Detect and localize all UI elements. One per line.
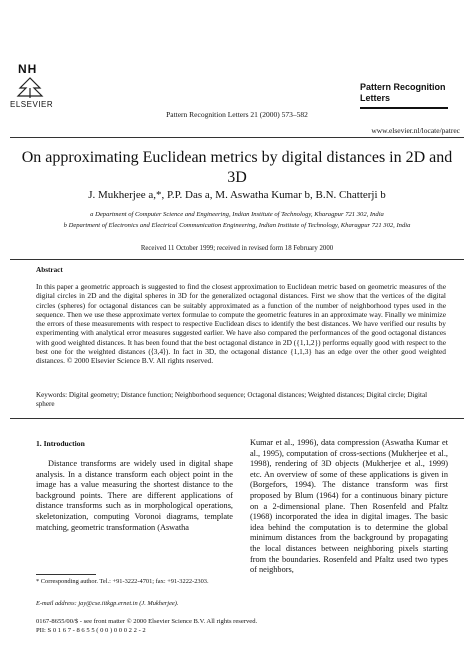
abstract-heading: Abstract xyxy=(36,266,63,274)
abstract-text: In this paper a geometric approach is suggested to find the closest approximation to Euclidean metric based on geometric measures of the digital circles in 2D and the digital spheres in 3D for the generalized octagonal distances. First we show that the vertices of the digital circles (spheres) for octagonal distances can be suitably approximated as a function of the number of neighborhood types used in the sequence. Then we use these approximate vertex formulae to compute the geometric features in an approximate way. Finally we minimize the errors of these measurements with respect to respective Euclidean discs to identify the best distances. We have verified our results by experimenting with analytical error measures suggested earlier. We have also compared the performances of the good octagonal distances with good weighted distances. It has been found that the best octagonal distance in 2D ({1,1,2}) performs equally good with respect to the best one for the weighted distances (⟨3,4⟩). In fact in 3D, the octagonal distance {1,1,3} has an edge over the other good weighted distances. © 2000 Elsevier Science B.V. All rights reserved. xyxy=(36,282,446,366)
affiliation-b: b Department of Electronics and Electrical Communication Engineering, Indian Institute of Technology, Kharagpur 721 302, India xyxy=(63,222,411,229)
keywords: Keywords: Digital geometry; Distance function; Neighborhood sequence; Octagonal distances; Weighted distances; Digital circle; Digital sphere xyxy=(36,391,428,408)
publisher-logo xyxy=(10,62,54,110)
pii-line: PII: S 0 1 6 7 - 8 6 5 5 ( 0 0 ) 0 0 0 2 2 - 2 xyxy=(36,626,146,634)
section-heading: 1. Introduction xyxy=(36,439,85,448)
footnote-rule xyxy=(36,574,96,575)
affiliation-a: a Department of Computer Science and Engineering, Indian Institute of Technology, Kharagpur 721 302, India xyxy=(90,211,384,218)
journal-logo-bar xyxy=(360,107,448,109)
received-dates: Received 11 October 1999; received in revised form 18 February 2000 xyxy=(140,245,334,252)
journal-logo-line2: Letters xyxy=(360,93,391,103)
corresponding-author-footnote: * Corresponding author. Tel.: +91-3222-4701; fax: +91-3222-2303. xyxy=(36,578,209,585)
journal-logo-line1: Pattern Recognition xyxy=(360,82,446,92)
tree-emblem-icon xyxy=(14,76,46,98)
publisher-logo-name: ELSEVIER xyxy=(10,100,54,109)
body-right-column: Kumar et al., 1996), data compression (Aswatha Kumar et al., 1995), computation of cross-sections (Mukherjee et al., 1998), rendering of 3D objects (Mukherjee et al., 1999) etc. An overview of some of these applications is given in (Borgefors, 1994). The distance transform was first proposed by Blum (1964) for a continuous binary picture on a 2-dimensional plane. Then Rosenfeld and Pfaltz (1968) incorporated the idea in digital images. The basic idea behind the computation is to determine the global minimum distances from the background by propagating the local distances between neighboring pixels starting from the boundaries. Rosenfeld and Pfaltz used two types of neighbors, xyxy=(250,438,448,575)
header-divider xyxy=(10,137,464,138)
copyright-block xyxy=(36,618,456,635)
article-title: On approximating Euclidean metrics by digital distances in 2D and 3D xyxy=(21,149,453,186)
abstract-top-rule xyxy=(10,259,464,260)
copyright-line: 0167-8655/00/$ - see front matter © 2000 Elsevier Science B.V. All rights reserved. xyxy=(36,618,258,625)
journal-citation: Pattern Recognition Letters 21 (2000) 573–582 xyxy=(166,110,308,119)
abstract-bottom-rule xyxy=(10,418,464,419)
article-authors: J. Mukherjee a,*, P.P. Das a, M. Aswatha Kumar b, B.N. Chatterji b xyxy=(88,189,386,201)
email-footnote: E-mail address: jay@cse.iitkgp.ernet.in (J. Mukherjee). xyxy=(36,600,179,607)
publisher-logo-mark: NH xyxy=(18,62,38,76)
body-left-column: Distance transforms are widely used in digital shape analysis. In a distance transform each object point in the image has a value measuring the shortest distance to the background points. There are different applications of distance transforms such as in morphological operations, skeletonization, computing Voronoi diagrams, template matching, geometric transformation (Aswatha xyxy=(36,459,233,532)
journal-logo xyxy=(360,82,460,118)
journal-url[interactable]: www.elsevier.nl/locate/patrec xyxy=(371,126,460,135)
